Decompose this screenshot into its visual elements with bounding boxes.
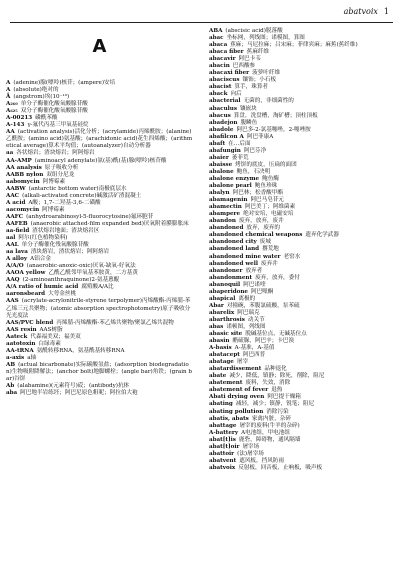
entry-term: aa xyxy=(6,150,14,157)
entry-definition: 减轻，减少；镇静，锐笔；阻尼 xyxy=(235,401,315,408)
entry-definition: 阿巴提干燥箱 xyxy=(267,394,301,401)
dictionary-entry xyxy=(209,331,396,338)
dictionary-entry xyxy=(6,341,193,348)
dictionary-entry xyxy=(209,465,396,472)
entry-definition: A酸；1,7-二羟基-3,6-二磺酸 xyxy=(28,199,101,206)
entry-term: a-axis xyxy=(6,354,25,361)
entry-definition: (aminoacyl adenylate)氨(基)酰(基)腺(嘌呤)核苷酸 xyxy=(34,157,167,164)
entry-definition: 遮风板，挡风防雨 xyxy=(239,457,284,464)
dictionary-entry xyxy=(6,348,193,355)
dictionary-entry xyxy=(209,162,396,169)
entry-definition: 阿巴美丁；阿维菌素 xyxy=(244,204,296,211)
entry-term: Ab xyxy=(6,383,15,390)
entry-term: AA-AMP xyxy=(6,157,32,164)
entry-definition: (adenine)腺(嘌呤)核苷；(ampere)安培 xyxy=(13,80,116,86)
dictionary-entry xyxy=(6,320,193,327)
entry-term: abatis, abats xyxy=(209,415,249,422)
entry-term: Abar xyxy=(209,302,224,309)
entry-definition: 菠萝叶纤维 xyxy=(252,70,281,77)
dictionary-entry xyxy=(6,298,193,319)
entry-definition: 渣状熔岩地面；渣块熔岩区 xyxy=(32,227,100,234)
dictionary-entry xyxy=(209,282,396,289)
dictionary-entry xyxy=(209,211,396,218)
entry-term: AAQ xyxy=(6,277,20,284)
entry-definition: (actual bicarbonate)实际碳酸氢盐；(adsorption biodegradation)生物吸附降解法；(anchor bolt)地脚螺栓；(angle bar)角铁；(grain bar)谷饼 xyxy=(6,361,193,382)
entry-definition: a轴 xyxy=(27,354,37,361)
entry-definition: 反射板，回音板，止响板，吸声板 xyxy=(238,464,323,471)
entry-term: A₆₂₅ xyxy=(6,108,18,115)
dictionary-entry xyxy=(209,317,396,324)
entry-definition: 阿博霉素 xyxy=(42,178,66,185)
entry-definition: 绝对安培，电磁安培 xyxy=(243,211,294,218)
entry-term: abacaxi fiber xyxy=(209,70,250,77)
entry-term: abalone xyxy=(209,168,234,175)
entry-definition: 屠宰的废料(牛羊的杂碎) xyxy=(239,422,300,429)
entry-definition: 磷酰苯酸 xyxy=(35,115,58,122)
entry-term: AA-tRNA xyxy=(6,347,34,354)
entry-term: AAC xyxy=(6,192,20,199)
entry-definition: (abscisic acid)脱落酸 xyxy=(225,28,283,34)
dictionary-entry xyxy=(209,289,396,296)
entry-definition: 原子吸收分析 xyxy=(44,164,79,171)
entry-definition: 废弃，放弃，废井 xyxy=(238,218,284,225)
entry-definition: 鹿砦，障碍物，通风隔墙 xyxy=(238,436,301,443)
dictionary-entry xyxy=(6,362,193,383)
dictionary-entry xyxy=(209,437,396,444)
entry-term: aacomycin xyxy=(6,206,40,213)
dictionary-entry xyxy=(209,423,396,430)
entry-term: abating pollution xyxy=(209,408,264,415)
entry-term: abatement xyxy=(209,380,243,387)
entry-term: aba xyxy=(6,390,18,397)
entry-term: abandoned xyxy=(209,225,244,232)
entry-definition: 鲍鱼珍珠 xyxy=(254,183,278,190)
entry-term: A/A/O xyxy=(6,263,24,270)
entry-term: abating xyxy=(209,401,233,408)
entry-definition: 巴西酸参 xyxy=(232,63,256,70)
entry-term: abatvoix xyxy=(209,464,236,471)
entry-term: abacin xyxy=(209,63,230,70)
dictionary-entry xyxy=(209,416,396,423)
entry-term: abat[t]is xyxy=(209,436,236,443)
dictionary-entry xyxy=(6,172,193,179)
entry-term: AB xyxy=(6,361,16,368)
entry-definition: 阿巴卡韦 xyxy=(238,56,261,63)
dictionary-entry xyxy=(209,430,396,437)
entry-term: abaciscus xyxy=(209,77,240,84)
entry-definition: (activation analysis)活化分析；(acrylamide)丙烯酰胺；(alanine)乙酰胺；(amino acid)氨基酸；(arachidonic acid)花生四烯酸；(arithmetical average)算术平均值；(autoanalyzer)自动分析器 xyxy=(6,129,193,150)
entry-term: abacus xyxy=(209,112,231,119)
dictionary-entry xyxy=(209,176,396,183)
dictionary-entry xyxy=(209,268,396,275)
entry-term: AAOA yellow xyxy=(6,270,46,277)
dictionary-entry xyxy=(209,261,396,268)
entry-definition: 丙烯腈-丙烯酸酯-苯乙烯共聚物/聚氯乙烯共混物 xyxy=(56,319,174,326)
dictionary-entry xyxy=(209,444,396,451)
entry-definition: 废弃，放弃，委付 xyxy=(255,274,300,281)
dictionary-entry xyxy=(209,310,396,317)
dictionary-entry xyxy=(209,148,396,155)
entry-term: abaft xyxy=(209,140,226,147)
dictionary-entry xyxy=(209,141,396,148)
dictionary-entry xyxy=(209,246,396,253)
entry-term: abandoned mine water xyxy=(209,253,281,260)
entry-term: abattoir xyxy=(209,450,235,457)
dictionary-entry xyxy=(209,49,396,56)
entry-term: aal xyxy=(6,235,16,242)
entry-definition: 无菌的，非细菌性的 xyxy=(243,98,294,105)
entry-definition: 品种退化 xyxy=(264,366,287,373)
entry-term: A₂₆₀ xyxy=(6,101,18,108)
entry-term: abampere xyxy=(209,211,241,218)
dictionary-entry xyxy=(6,200,193,207)
entry-definition: 腹鳞鱼 xyxy=(240,119,258,126)
entry-term: abamectin xyxy=(209,204,242,211)
entry-definition: 萎菲荒 xyxy=(231,154,249,161)
entry-term: aabomycin xyxy=(6,178,40,185)
entry-term: aa lava xyxy=(6,249,28,256)
entry-definition: (2-aminoanthraquinone)2-氨基蒽醌 xyxy=(22,277,120,284)
entry-term: aa-field xyxy=(6,227,30,234)
entry-definition: A-基准，A-基值 xyxy=(234,345,275,352)
entry-definition: 阿巴瑞克 xyxy=(237,309,260,316)
dictionary-entry xyxy=(209,127,396,134)
dictionary-entry xyxy=(6,179,193,186)
entry-definition: 鲍鱼酶 xyxy=(262,175,279,182)
entry-definition: 烤饼的底皮，压扁的面团 xyxy=(235,161,297,168)
entry-definition: 退热 xyxy=(271,387,283,394)
page-number: 1 xyxy=(383,7,389,16)
dictionary-entry xyxy=(209,155,396,162)
entry-definition: AAS树脂 xyxy=(39,326,63,333)
dictionary-entry xyxy=(6,186,193,193)
entry-definition: 白绿毒素 xyxy=(38,340,61,347)
entry-definition: 大萼金丝桃 xyxy=(48,291,77,298)
entry-term: abaisse xyxy=(209,161,233,168)
dictionary-entry xyxy=(6,221,193,228)
entry-term: abac xyxy=(209,35,224,42)
entry-definition: 在…后面 xyxy=(228,140,251,147)
entry-definition: 老窑水 xyxy=(283,253,301,260)
entry-term: abandoner xyxy=(209,267,243,274)
entry-term: Aateck xyxy=(6,333,28,340)
entry-definition: 放弃，废弃的 xyxy=(246,225,280,232)
entry-term: abas xyxy=(209,323,224,330)
entry-term: abaperidone xyxy=(209,288,248,295)
dictionary-entry xyxy=(209,296,396,303)
entry-definition: 腐殖酸A/A比 xyxy=(81,284,114,291)
entry-definition: 代森福美双；福美双 xyxy=(30,333,81,340)
entry-definition: 离极的 xyxy=(238,295,256,302)
entry-term: aatotoxin xyxy=(6,340,36,347)
entry-term: abacterial xyxy=(209,98,241,105)
dictionary-entry xyxy=(6,334,193,341)
entry-term: A-143 xyxy=(6,122,25,129)
dictionary-entry xyxy=(6,355,193,362)
entry-term: abafilcon A xyxy=(209,133,244,140)
entry-term: A xyxy=(6,87,11,94)
entry-term: abafungin xyxy=(209,147,241,154)
entry-term: abapical xyxy=(209,295,236,302)
entry-term: Å xyxy=(6,94,11,101)
right-column xyxy=(209,28,396,472)
entry-term: abacist xyxy=(209,84,232,91)
entry-definition: 阿巴地半岩练坯；阿巴尼原色粗呢；阿拉伯大袍 xyxy=(20,390,138,397)
left-column xyxy=(6,28,193,397)
entry-definition: 撂荒地 xyxy=(262,246,279,253)
entry-definition: 阿巴菲康A xyxy=(246,133,274,140)
entry-term: abalone enzyme xyxy=(209,175,260,182)
entry-definition: 对撞碗，苯腹氯硫酸，泵苯硫 xyxy=(226,302,300,309)
dictionary-entry xyxy=(209,98,396,105)
entry-term: abaculus xyxy=(209,105,237,112)
entry-term: A/A ratio of humic acid xyxy=(6,284,79,291)
dictionary-entry xyxy=(209,409,396,416)
entry-definition: 醋硫脲，阿巴辛；卡巴溴 xyxy=(232,338,295,345)
dictionary-entry xyxy=(209,458,396,465)
entry-definition: A电池组，甲电池组 xyxy=(241,429,290,436)
dictionary-entry xyxy=(6,80,193,87)
entry-term: abatardissement xyxy=(209,366,262,373)
entry-definition: (法)屠宰场 xyxy=(237,450,264,457)
entry-definition: 渣块熔岩，渣状熔岩；阿阿熔岩 xyxy=(30,249,110,256)
entry-term: abadejon xyxy=(209,119,238,126)
entry-term: abanoquil xyxy=(209,281,241,288)
entry-definition: 阿巴芬净 xyxy=(243,147,267,154)
entry-term: AAS xyxy=(6,298,19,305)
entry-term: A alloy xyxy=(6,256,28,263)
dictionary-entry xyxy=(209,28,396,35)
entry-definition: 氨酰转移RNA，氨基酰基转移RNA xyxy=(36,347,125,354)
entry-definition: 遗弃化学武器 xyxy=(305,232,339,239)
entry-definition: (alabamine)(元素符号)砹；(antibody)抗体 xyxy=(17,383,130,390)
entry-definition: 废城 xyxy=(259,239,271,246)
entry-definition: 家禽内脏，杂碎 xyxy=(251,415,291,422)
entry-definition: 阿博霉素 xyxy=(42,206,65,213)
entry-definition: 镶嵌块 xyxy=(239,105,257,112)
entry-term: AABW xyxy=(6,185,26,192)
entry-term: abandoned well xyxy=(209,260,258,267)
entry-definition: 阿巴多-2-氯基噻唑，2-噻唑胺 xyxy=(236,126,311,133)
running-header xyxy=(344,7,389,16)
running-title: abatvoix xyxy=(343,7,378,16)
dictionary-entry xyxy=(6,150,193,157)
dictionary-entry xyxy=(209,324,396,331)
entry-definition: 诺顿图，列线图 xyxy=(226,323,266,330)
entry-definition: 阿巴林；松香酸甲酯 xyxy=(232,190,283,197)
dictionary-entry xyxy=(6,158,193,165)
dictionary-entry xyxy=(6,193,193,200)
dictionary-entry xyxy=(6,390,193,397)
entry-definition: (alkali-activated concrete)碱激活矿渣混凝土 xyxy=(22,192,142,199)
dictionary-entry xyxy=(209,106,396,113)
entry-term: abalyn xyxy=(209,190,230,197)
entry-definition: 算手，珠算者 xyxy=(234,84,269,91)
entry-term: abadole xyxy=(209,126,234,133)
entry-definition: 双分子酶催化酸氧酸腺苷酸 xyxy=(20,108,88,115)
entry-definition: (angstrom)埃(10⁻¹⁰) xyxy=(13,94,70,101)
entry-term: abatement of fever xyxy=(209,387,269,394)
entry-term: abattage xyxy=(209,422,237,429)
dictionary-entry xyxy=(6,383,193,390)
entry-term: abandoned city xyxy=(209,239,257,246)
entry-definition: 屠宰场 xyxy=(242,443,260,450)
entry-definition: (anhydroarabinosyl-5-fluorocytosine)氟环胞苷 xyxy=(26,213,154,220)
entry-definition: A铝合金 xyxy=(30,256,51,263)
entry-term: A acid xyxy=(6,199,26,206)
dictionary-entry xyxy=(209,275,396,282)
entry-term: abandoned chemical weapons xyxy=(209,232,303,239)
entry-definition: 废弃井 xyxy=(260,260,278,267)
dictionary-entry xyxy=(209,451,396,458)
entry-definition: 乙酰乙酰邻甲氧基苯胺黄，二方基黄 xyxy=(48,270,138,277)
entry-definition: 阿巴西普 xyxy=(242,352,266,359)
entry-term: abasin xyxy=(209,338,230,345)
entry-definition: 单分子酶催化酸氧酸腺苷酸 xyxy=(20,101,88,108)
entry-term: AAS resin xyxy=(6,326,37,333)
dictionary-entry xyxy=(209,134,396,141)
entry-term: abat[t]oir xyxy=(209,443,240,450)
entry-term: abalone pearl xyxy=(209,183,252,190)
dictionary-entry xyxy=(209,401,396,408)
entry-definition: 阿巴马皂苷元 xyxy=(250,197,285,204)
entry-term: abandon xyxy=(209,218,236,225)
entry-term: AAS/PVC blend xyxy=(6,319,54,326)
entry-definition: 蕉麻纤维 xyxy=(246,49,270,56)
entry-term: abatvent xyxy=(209,457,237,464)
dictionary-entry xyxy=(209,303,396,310)
entry-term: abatage xyxy=(209,359,234,366)
entry-term: AAFEB xyxy=(6,220,28,227)
entry-term: abasic site xyxy=(209,331,243,338)
entry-term: A-battery xyxy=(209,429,239,436)
entry-definition: 减少，降低，镇静；除死，削除，阻尼 xyxy=(229,373,325,380)
dictionary-entry xyxy=(6,165,193,172)
entry-definition: 单分子酶催化残氧酸腺苷酸 xyxy=(21,242,89,249)
entry-definition: 废料，失效，消除 xyxy=(245,380,291,387)
entry-term: abarelix xyxy=(209,309,235,316)
entry-definition: 鲍鱼，石决明 xyxy=(236,168,271,175)
entry-definition: 向后 xyxy=(230,91,242,98)
dictionary-entry xyxy=(6,129,193,150)
dictionary-entry xyxy=(209,169,396,176)
entry-term: abatacept xyxy=(209,352,240,359)
entry-definition: 消除污染 xyxy=(266,408,289,415)
entry-definition: 动关节 xyxy=(247,316,265,323)
entry-definition: 蕉麻；马尼拉麻；吕宋麻；菲律宾麻；麻蕉(蕉纤维) xyxy=(230,42,358,49)
entry-term: abarthrosis xyxy=(209,316,245,323)
dictionary-entry xyxy=(209,120,396,127)
entry-term: abaca xyxy=(209,42,228,49)
entry-term: A-basis xyxy=(209,345,232,352)
entry-term: abacavir xyxy=(209,56,236,63)
entry-term: abaca fiber xyxy=(209,49,244,56)
entry-term: Abati drying oven xyxy=(209,394,265,401)
entry-definition: 坐标网，列线图；诺模图，算图 xyxy=(226,35,305,42)
entry-definition: 脱碱基位点，无碱基位点 xyxy=(245,331,307,338)
dictionary-entry xyxy=(6,327,193,334)
entry-definition: γ-氟代丙基三甲氧基硅烷 xyxy=(27,122,89,129)
entry-definition: 阿巴哌酮 xyxy=(250,288,274,295)
entry-term: ABA xyxy=(209,28,223,34)
entry-term: aaronsbeard xyxy=(6,291,46,298)
entry-definition: 算盘，洗盘槽，淘矿槽；顶柱顶板 xyxy=(233,112,318,119)
entry-definition: 阿尔(红色植物染料) xyxy=(18,235,68,242)
header-rule xyxy=(10,22,393,23)
entry-term: AAL xyxy=(6,242,19,249)
section-letter: A xyxy=(92,36,107,57)
dictionary-entry xyxy=(6,228,193,235)
entry-term: abamagenin xyxy=(209,197,248,204)
entry-definition: 镶饰；小石板 xyxy=(242,77,277,84)
entry-term: AA xyxy=(6,129,15,136)
entry-definition: 阿巴诺喹 xyxy=(243,281,266,288)
entry-term: aback xyxy=(209,91,228,98)
entry-term: AA analysis xyxy=(6,164,42,171)
entry-definition: (anaerobic attached-film expanded bed)厌氧附着膜膨胀床 xyxy=(30,220,189,227)
dictionary-entry xyxy=(6,207,193,214)
entry-definition: (absolute)绝对的 xyxy=(13,87,59,94)
entry-term: abandonment xyxy=(209,274,253,281)
dictionary-entry xyxy=(6,214,193,221)
entry-definition: 双组分尼龙 xyxy=(46,171,75,178)
entry-term: A-00213 xyxy=(6,115,33,122)
entry-term: AABB nylon xyxy=(6,171,44,178)
entry-definition: 放弃者 xyxy=(245,267,263,274)
entry-definition: (anaerobic-anoxic-oxic)厌氧-缺氧-好氧法 xyxy=(26,263,136,270)
dictionary-entry xyxy=(209,254,396,261)
entry-term: abaier xyxy=(209,154,229,161)
entry-term: A xyxy=(6,80,11,86)
entry-definition: (antarctic bottom water)南极底层水 xyxy=(28,185,127,192)
entry-definition: 各状熔岩；渣块熔岩；阿阿熔岩 xyxy=(16,150,95,157)
entry-term: AAFC xyxy=(6,213,24,220)
entry-definition: (acrylate-acrylonitrile-styrene terpolymer)丙烯酸酯-丙烯腈-苯乙烯三元共聚物；(atomic absorption spectrophotometry)原子吸收分光光度法 xyxy=(6,298,191,319)
dictionary-entry xyxy=(209,113,396,120)
entry-definition: 屠宰 xyxy=(236,359,249,366)
entry-term: abandoned land xyxy=(209,246,260,253)
entry-term: abate xyxy=(209,373,227,380)
